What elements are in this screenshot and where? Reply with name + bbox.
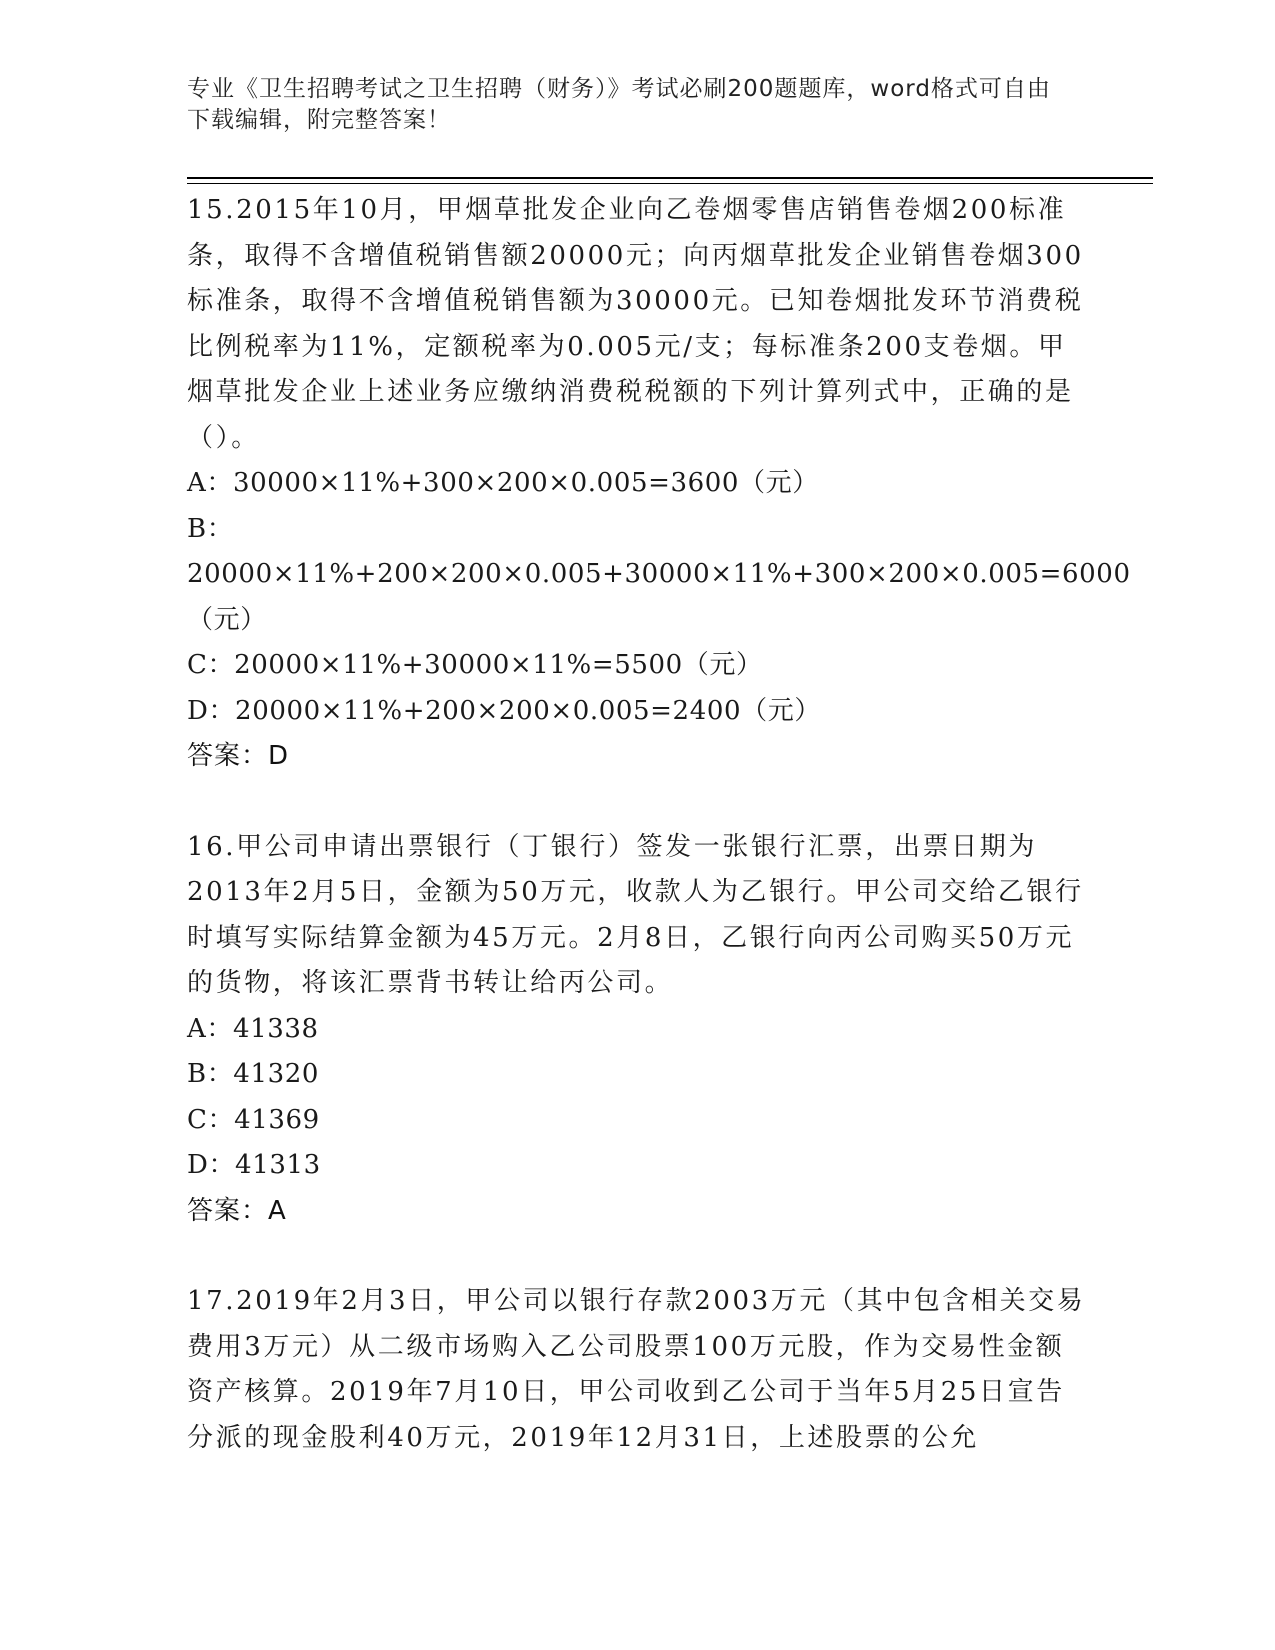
question-17	[187, 1279, 1087, 1461]
question-15	[187, 188, 1131, 780]
option-a: A：41338	[187, 1013, 319, 1044]
question-stem: 16.甲公司申请出票银行（丁银行）签发一张银行汇票，出票日期为2013年2月5日，金额为50万元，收款人为乙银行。甲公司交给乙银行时填写实际结算金额为45万元。2月8日，乙银行向丙公司购买50万元的货物，将该汇票背书转让给丙公司。	[187, 831, 1084, 998]
option-b: B：41320	[187, 1059, 320, 1089]
option-c: C：41369	[187, 1104, 320, 1135]
answer-label: 答案：D	[187, 741, 290, 771]
question-stem: 15.2015年10月，甲烟草批发企业向乙卷烟零售店销售卷烟200标准条，取得不含增值税销售额20000元；向丙烟草批发企业销售卷烟300标准条，取得不含增值税销售额为30000元。已知卷烟批发环节消费税比例税率为11%，定额税率为0.005元/支；每标准条200支卷烟。甲烟草批发企业上述业务应缴纳消费税税额的下列计算列式中，正确的是（）。	[187, 195, 1084, 453]
option-a: A：30000×11%+300×200×0.005=3600（元）	[187, 468, 819, 498]
question-stem: 17.2019年2月3日，甲公司以银行存款2003万元（其中包含相关交易费用3万元）从二级市场购入乙公司股票100万元股，作为交易性金额资产核算。2019年7月10日，甲公司收到乙公司于当年5月25日宣告分派的现金股利40万元，2019年12月31日，上述股票的公允	[187, 1286, 1086, 1453]
option-d: D：20000×11%+200×200×0.005=2400（元）	[187, 695, 821, 726]
option-b: B：20000×11%+200×200×0.005+30000×11%+300×200×0.005=6000（元）	[187, 513, 1131, 635]
document-header: 专业《卫生招聘考试之卫生招聘（财务）》考试必刷200题题库，word格式可自由下载编辑，附完整答案！	[187, 76, 1051, 133]
question-list	[187, 188, 1131, 1506]
question-16	[187, 825, 1087, 1235]
option-d: D：41313	[187, 1150, 321, 1180]
answer-label: 答案：A	[187, 1195, 287, 1226]
option-c: C：20000×11%+30000×11%=5500（元）	[187, 650, 763, 680]
header-divider-thick	[187, 177, 1153, 179]
header-divider-thin	[187, 183, 1153, 184]
